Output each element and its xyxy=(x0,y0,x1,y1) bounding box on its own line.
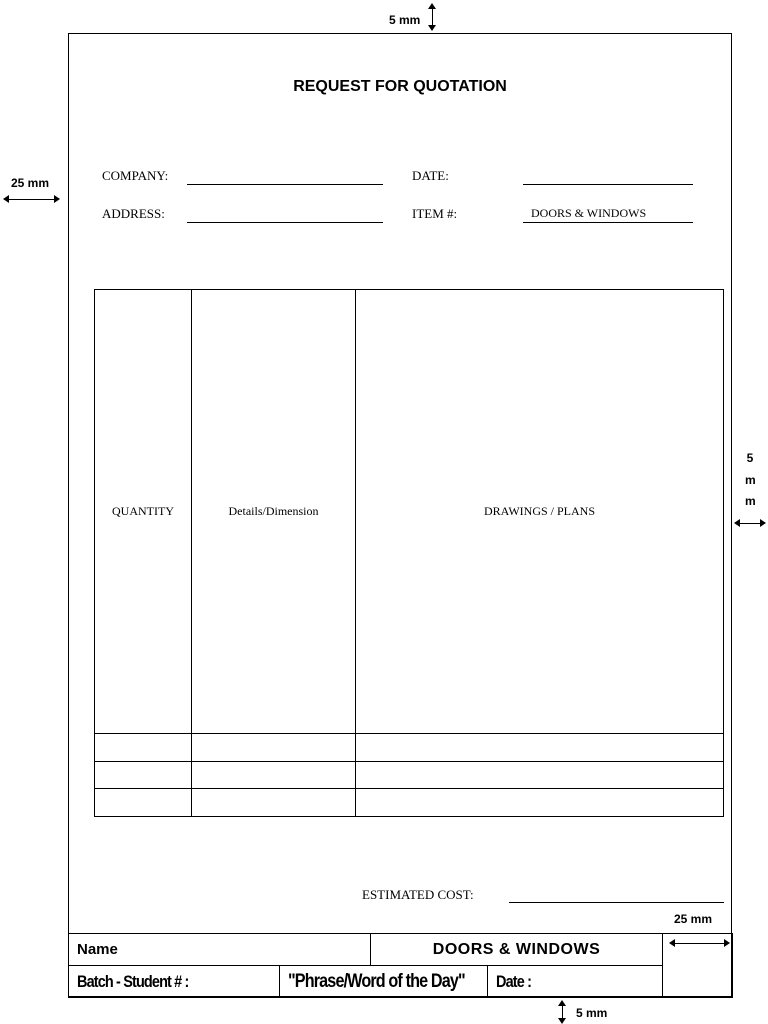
item-value: DOORS & WINDOWS xyxy=(531,206,647,220)
table-row xyxy=(95,789,724,817)
table-cell-quantity[interactable] xyxy=(95,733,192,761)
item-field[interactable] xyxy=(523,222,693,223)
table-cell-drawings[interactable] xyxy=(356,733,724,761)
table-cell-details[interactable] xyxy=(192,789,356,817)
date-label: DATE: xyxy=(412,168,449,183)
quotation-table xyxy=(94,289,724,817)
table-cell-quantity[interactable] xyxy=(95,761,192,789)
left-margin-arrow-icon xyxy=(5,199,58,200)
estimated-cost-label: ESTIMATED COST: xyxy=(362,887,474,902)
date-field[interactable] xyxy=(523,184,693,185)
table-cell-drawings[interactable] xyxy=(356,761,724,789)
title-block xyxy=(68,933,733,998)
subject-label: DOORS & WINDOWS xyxy=(371,934,663,966)
table-cell-quantity[interactable] xyxy=(95,789,192,817)
title-block-corner-cell xyxy=(663,934,733,998)
name-label: Name xyxy=(69,934,371,966)
left-margin-label: 25 mm xyxy=(11,176,50,190)
table-row xyxy=(95,733,724,761)
header-drawings: DRAWINGS / PLANS xyxy=(356,290,724,734)
phrase-cell xyxy=(280,966,488,998)
form-title: REQUEST FOR QUOTATION xyxy=(293,78,507,95)
right-margin-label-m2: m xyxy=(745,494,756,508)
title-block-date-label: Date : xyxy=(496,971,532,991)
bottom-margin-arrow-icon xyxy=(562,1002,563,1022)
title-block-row-2 xyxy=(69,966,733,998)
right-margin-arrow-icon xyxy=(736,523,764,524)
right-margin-label-5: 5 xyxy=(746,451,754,465)
bottom-right-margin-label: 25 mm xyxy=(674,912,713,926)
batch-student-cell xyxy=(69,966,280,998)
table-header-row xyxy=(95,290,724,734)
company-label: COMPANY: xyxy=(102,168,169,183)
top-margin-label: 5 mm xyxy=(389,13,421,27)
header-quantity: QUANTITY xyxy=(95,290,192,734)
estimated-cost-field[interactable] xyxy=(509,902,724,903)
header-details: Details/Dimension xyxy=(192,290,356,734)
table-cell-drawings[interactable] xyxy=(356,789,724,817)
company-field[interactable] xyxy=(187,184,383,185)
table-cell-details[interactable] xyxy=(192,733,356,761)
batch-student-label: Batch - Student # : xyxy=(77,971,189,991)
phrase-of-the-day-label: "Phrase/Word of the Day" xyxy=(288,970,465,992)
table-cell-details[interactable] xyxy=(192,761,356,789)
title-block-date-cell xyxy=(488,966,663,998)
table-row xyxy=(95,761,724,789)
title-block-row-1 xyxy=(69,934,733,966)
right-margin-label-m1: m xyxy=(745,473,756,487)
address-field[interactable] xyxy=(187,222,383,223)
bottom-margin-label: 5 mm xyxy=(576,1006,608,1020)
top-margin-arrow-icon xyxy=(432,5,433,29)
address-label: ADDRESS: xyxy=(102,206,165,221)
item-label: ITEM #: xyxy=(412,206,458,221)
